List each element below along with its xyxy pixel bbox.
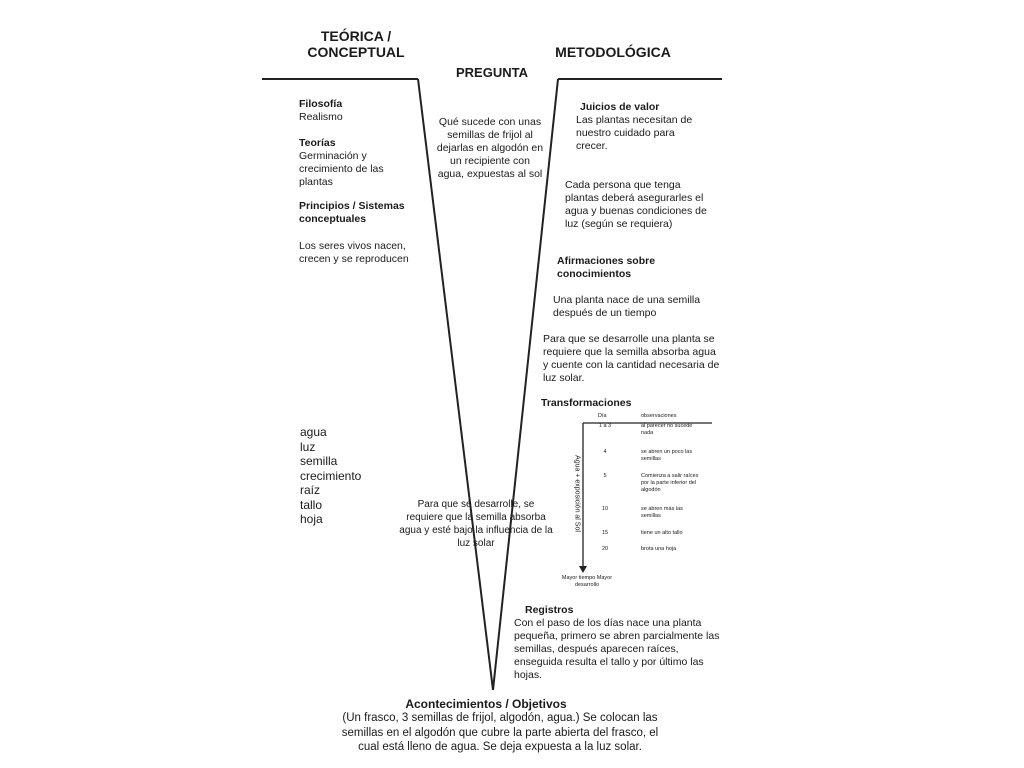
transformaciones-title: Transformaciones [541,397,632,409]
table-row-day: 10 [601,506,609,512]
concept-item: luz [300,439,316,454]
teorias-title: Teorías [299,137,336,149]
question-text: Qué sucede con unas semillas de frijol al dejarlas en algodón en un recipiente con agua, expuestas al sol [436,116,544,180]
concepts-list [300,425,361,527]
filosofia-title: Filosofía [299,98,343,110]
table-row-obs: tiene un alto tallo [641,530,683,536]
principios-title: Principios / Sistemas conceptuales [299,200,405,225]
answer-text: Para que se desarrolle, se requiere que la semilla absorba agua y esté bajo la influencia de la luz solar [399,499,553,549]
question-title: PREGUNTA [456,65,528,80]
concept-item: raíz [300,483,321,497]
table-row-day: 5 [603,473,607,479]
right-title: METODOLÓGICA [555,44,671,60]
table-col-obs: observaciones [641,413,677,419]
juicios-text-1: Las plantas necesitan de nuestro cuidado para crecer. [576,114,693,152]
table-row-day: 1 a 3 [598,423,612,429]
table-row-obs: se abren más las semillas [641,506,683,519]
registros-text: Con el paso de los días nace una planta pequeña, primero se abren parcialmente las semillas, después aparecen raíces, enseguida resulta el tallo y por último las hojas. [514,617,720,681]
table-row-day: 20 [601,546,609,552]
afirmaciones-title: Afirmaciones sobre conocimientos [557,255,656,280]
concept-item: agua [300,425,327,439]
arrow-head-icon [579,566,587,573]
afirmaciones-text-1: Una planta nace de una semilla después de un tiempo [553,294,701,319]
registros-title: Registros [525,604,574,616]
table-row-day: 15 [601,530,609,536]
table-bottom-label: Mayor tiempo Mayor desarrollo [561,575,613,588]
concept-item: crecimiento [300,468,362,483]
table-row-obs: brota una hoja [641,546,677,552]
concept-item: tallo [300,497,323,512]
table-col-day: Día [598,413,607,419]
events-title: Acontecimientos / Objetivos [405,697,567,711]
table-row-obs: se abren un poco las semillas [641,449,693,462]
concept-item: hoja [300,512,323,526]
principios-text: Los seres vivos nacen, crecen y se reproducen [299,240,409,265]
table-axis-label: Agua + exposición al Sol [573,455,581,532]
events-text: (Un frasco, 3 semillas de frijol, algodón, agua.) Se colocan las semillas en el algodón que cubre la parte abierta del frasco, el cual está lleno de agua. Se deja expuesta a la luz solar. [341,712,659,753]
filosofia-text: Realismo [299,111,343,123]
table-row-obs: al parecer no sucede nada [641,423,693,436]
left-title: TEÓRICA / CONCEPTUAL [307,28,405,60]
concept-item: semilla [300,454,338,468]
afirmaciones-text-2: Para que se desarrolle una planta se requiere que la semilla absorba agua y cuente con la cantidad necesaria de luz solar. [543,333,720,384]
teorias-text: Germinación y crecimiento de las plantas [299,150,384,188]
juicios-title: Juicios de valor [580,101,660,113]
table-row-day: 4 [603,449,607,455]
table-row-obs: Comienza a salir raíces por la parte inferior del algodón [641,473,699,493]
juicios-text-2: Cada persona que tenga plantas deberá asegurarles el agua y buenas condiciones de luz (según se requiera) [565,179,707,230]
